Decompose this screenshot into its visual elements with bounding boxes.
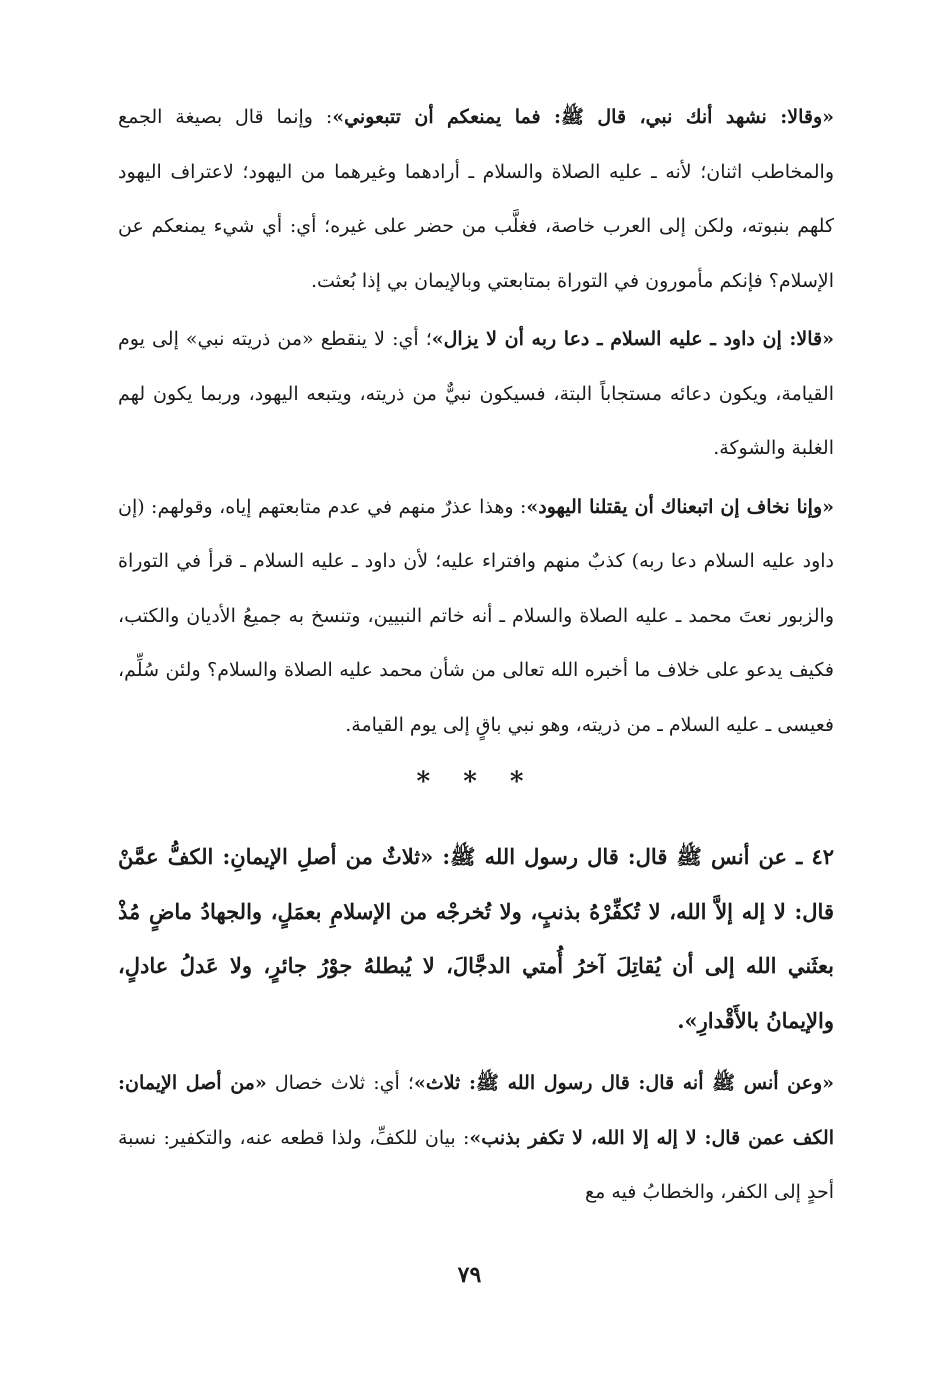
page-body bbox=[118, 90, 834, 1220]
commentary-text: : بيان للكفِّ، ولذا قطعه عنه، والتكفير: نسبة أحدٍ إلى الكفر، والخطابُ فيه مع bbox=[118, 1126, 834, 1203]
page-number: ٧٩ bbox=[457, 1262, 482, 1288]
commentary-text: : وإنما قال بصيغة الجمع والمخاطب اثنان؛ لأنه ـ عليه الصلاة والسلام ـ أرادهما وغيرهما من اليهود؛ لاعتراف اليهود كلهم بنبوته، ولكن إلى العرب خاصة، فغلَّب من حضر على غيره؛ أي: أي شيء يمنعكم عن الإسلام؟ فإنكم مأمورون في التوراة بمتابعتي وبالإيمان بي إذا بُعثت. bbox=[118, 106, 834, 292]
quoted-hadith-text: «وإنا نخاف إن اتبعناك أن يقتلنا اليهود» bbox=[526, 495, 834, 518]
commentary-text: ؛ أي: لا ينقطع «من ذريته نبي» إلى يوم القيامة، ويكون دعائه مستجاباً البتة، فسيكون نبيٌّ من ذريته، ويتبعه اليهود، وربما يكون لهم الغلبة والشوكة. bbox=[118, 328, 834, 459]
quoted-hadith-text: «من أصل الإيمان: الكف عمن قال: لا إله إلا الله، لا تكفر بذنب» bbox=[118, 1072, 834, 1149]
section-separator: * * * bbox=[416, 767, 536, 797]
hadith-42: ٤٢ ـ عن أنس ﷺ قال: قال رسول الله ﷺ: «ثلاثٌ من أصلِ الإيمانِ: الكفُّ عمَّنْ قال: لا إله إلاَّ الله، لا تُكفِّرْهُ بذنبٍ، ولا تُخرجْه من الإسلامِ بعمَلٍ، والجهادُ ماضٍ مُذْ بعثَني الله إلى أن يُقاتِلَ آخرُ أُمتي الدجَّالَ، لا يُبطلهُ جوْرُ جائرٍ، ولا عَدلُ عادلٍ، والإيمانُ بالأَقْدارِ». bbox=[118, 844, 834, 1033]
commentary-text: : وهذا عذرٌ منهم في عدم متابعتهم إياه، وقولهم: (إن داود عليه السلام دعا ربه) كذبٌ منهم وافتراء عليه؛ لأن داود ـ عليه السلام ـ قرأ في التوراة والزبور نعتَ محمد ـ عليه الصلاة والسلام ـ أنه خاتم النبيين، وتنسخ به جميعُ الأديان والكتب، فكيف يدعو على خلاف ما أخبره الله تعالى من شأن محمد عليه الصلاة والسلام؟ ولئن سُلِّم، فعيسى ـ عليه السلام ـ من ذريته، وهو نبي باقٍ إلى يوم القيامة. bbox=[118, 495, 834, 736]
paragraph-1 bbox=[118, 90, 834, 308]
paragraph-3 bbox=[118, 480, 834, 753]
quoted-hadith-text: «وعن أنس ﷺ أنه قال: قال رسول الله ﷺ: ثلاث» bbox=[413, 1072, 835, 1094]
paragraph-2 bbox=[118, 312, 834, 476]
quoted-hadith-text: «وقالا: نشهد أنك نبي، قال ﷺ: فما يمنعكم أن تتبعوني» bbox=[332, 106, 834, 128]
quoted-hadith-text: «قالا: إن داود ـ عليه السلام ـ دعا ربه أن لا يزال» bbox=[431, 328, 834, 350]
commentary-text: ؛ أي: ثلاث خصال bbox=[266, 1072, 414, 1094]
paragraph-4 bbox=[118, 1056, 834, 1220]
